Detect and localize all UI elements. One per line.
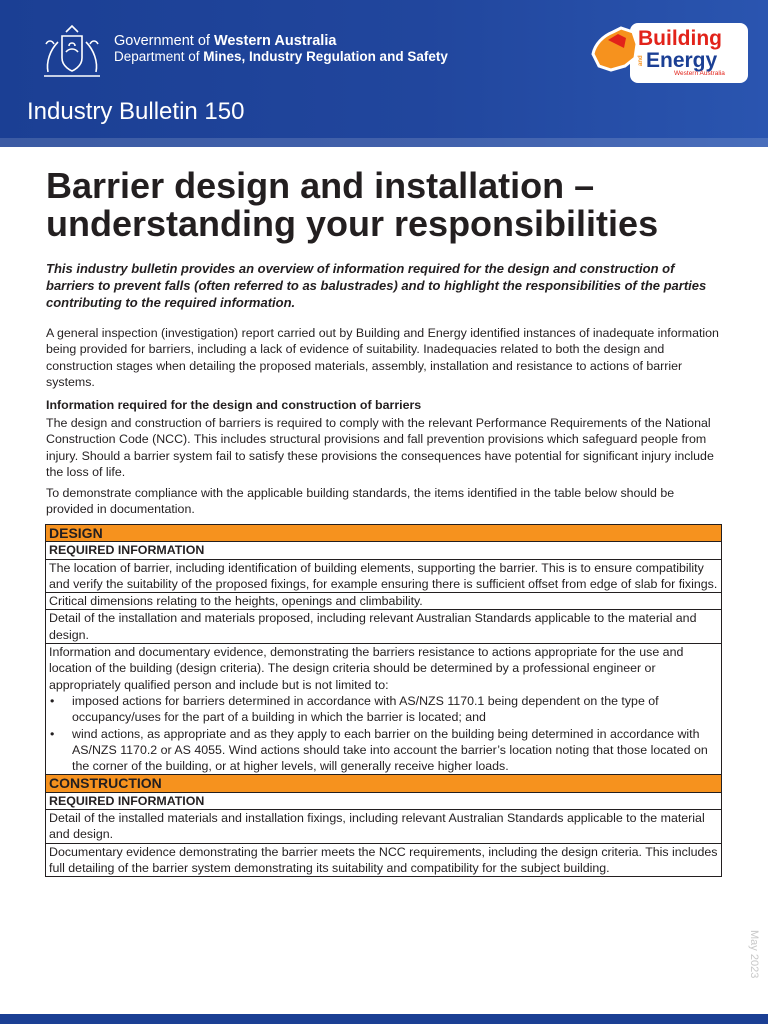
table-section-header: [46, 525, 722, 542]
table-subheader: [46, 542, 722, 559]
table-row: [46, 593, 722, 610]
paragraph-inspection-report: A general inspection (investigation) report carried out by Building and Energy identified instances of inadequate information being provided for barriers, including a lack of evidence of suitability. Inadequacies related to both the design and construction stages when detailing the proposed materials, assembly, installation and resistance to actions of barrier systems.: [46, 326, 719, 389]
design-row-location: The location of barrier, including identification of building elements, supporting the barrier. This is to ensure compatibility and verify the suitability of the proposed fixings, for example ensuring there is sufficient offset from edge of slab for fixings.: [46, 559, 722, 593]
design-row-evidence: [46, 644, 722, 775]
footer-bar: [0, 1014, 768, 1024]
design-row-dimensions: Critical dimensions relating to the heights, openings and climbability.: [46, 593, 722, 610]
paragraph-ncc-requirements: The design and construction of barriers is required to comply with the relevant Performance Requirements of the National Construction Code (NCC). This includes structural provisions and fall prevention provisions which safeguard people from injury. Should a barrier system fail to satisfy these provisions the consequences have potential for significant injury include the loss of life.: [46, 416, 714, 479]
logo-text-wa: Western Australia: [674, 70, 725, 77]
table-subheader: [46, 792, 722, 809]
construction-row-evidence: Documentary evidence demonstrating the barrier meets the NCC requirements, including the design criteria. This includes full detailing of the barrier system demonstrating its suitability and compatibility for the subject building.: [46, 843, 722, 877]
page-header: [0, 0, 768, 147]
table-row: [46, 810, 722, 844]
table-row: [46, 843, 722, 877]
bulletin-number: Industry Bulletin 150: [27, 98, 245, 125]
page-title: Barrier design and installation – understanding your responsibilities: [46, 165, 659, 244]
construction-row-materials: Detail of the installed materials and installation fixings, including relevant Australian Standards applicable to the material and design.: [46, 810, 722, 844]
paragraph-compliance: To demonstrate compliance with the applicable building standards, the items identified in the table below should be provided in documentation.: [46, 486, 675, 517]
wa-coat-of-arms-icon: [36, 22, 108, 84]
requirements-table: [45, 524, 722, 877]
construction-required-information: REQUIRED INFORMATION: [46, 792, 722, 809]
government-department-name: Government of Western Australia Department of Mines, Industry Regulation and Safety: [114, 33, 448, 64]
table-section-header: [46, 775, 722, 792]
design-row-materials: Detail of the installation and materials proposed, including relevant Australian Standards applicable to the material and design.: [46, 610, 722, 644]
logo-text-and: and: [638, 55, 644, 66]
table-row: [46, 610, 722, 644]
list-item: • wind actions, as appropriate and as they apply to each barrier on the building being determined in accordance with AS/NZS 1170.2 or AS 4055. Wind actions should take into account the barrier’s location noting that those located on the corner of the building, or at higher levels, will generally receive higher loads.: [49, 726, 719, 775]
logo-text-building: Building: [638, 27, 722, 50]
construction-header: CONSTRUCTION: [46, 775, 722, 792]
table-row: [46, 644, 722, 775]
intro-paragraph: This industry bulletin provides an overview of information required for the design and construction of barriers to prevent falls (often referred to as balustrades) and to highlight the responsibilities of the parties contributing to the required information.: [46, 261, 707, 310]
logo-text-energy: Energy: [646, 49, 718, 72]
publication-date: May 2023: [748, 930, 760, 979]
section-heading: Information required for the design and construction of barriers: [46, 398, 422, 412]
list-item: • imposed actions for barriers determined in accordance with AS/NZS 1170.1 being dependent on the type of occupancy/uses for the part of a building in which the barrier is located; and: [49, 693, 719, 726]
table-row: [46, 559, 722, 593]
building-and-energy-logo: [590, 20, 750, 88]
design-row-evidence-text: Information and documentary evidence, demonstrating the barriers resistance to actions appropriate for the use and location of the building (design criteria). The design criteria should be determined by a professional engineer or appropriately qualified person and include but is not limited to:: [49, 645, 684, 692]
design-criteria-list: [49, 693, 719, 774]
design-header: DESIGN: [46, 525, 722, 542]
design-required-information: REQUIRED INFORMATION: [46, 542, 722, 559]
header-divider: [0, 138, 768, 147]
